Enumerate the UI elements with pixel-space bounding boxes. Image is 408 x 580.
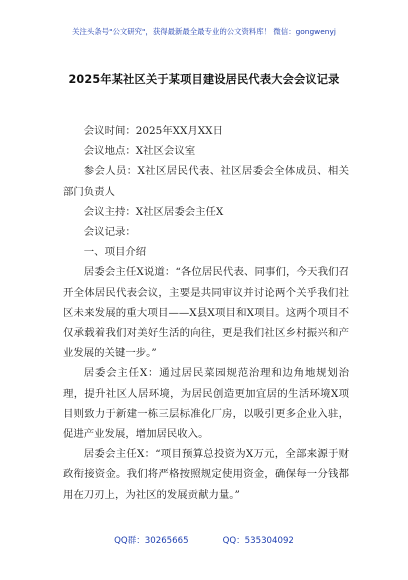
body-paragraph: 居委会主任X：“项目预算总投资为X万元，全部来源于财政衔接资金。我们将严格按照规定使用资金，确保每一分钱都用在刀刃上，为社区的发展贡献力量。”: [63, 448, 349, 501]
document-title: 2025年某社区关于某项目建设居民代表大会会议记录: [68, 73, 340, 86]
body-paragraph: 居委会主任X：通过居民菜园规范治理和边角地规划治理，提升社区人居环境，为居民创造更加宜居的生活环境X项目则致力于新建一栋三层标准化厂房，以吸引更多企业入驻，促进产业发展，增加居民收入。: [63, 367, 349, 441]
minutes-label: 会议记录：: [83, 226, 136, 239]
body-paragraph: 居委会主任X说道：“各位居民代表、同事们，今天我们召开全体居民代表会议，主要是共同审议并讨论两个关乎我们社区未来发展的重大项目——X县X项目和X项目。这两个项目不仅承载着我们对美好生活的向往，更是我们社区乡村振兴和产业发展的关键一步。”: [63, 266, 349, 360]
header-promo-note: 关注头条号"公文研究"，获得最新最全最专业的公文资料库！ 微信：gongwenyj: [72, 27, 336, 36]
footer-qq-group: QQ群：30265665: [114, 536, 189, 546]
document-body: [63, 121, 349, 505]
footer-contact: [0, 534, 408, 546]
footer-qq-number: QQ：535304092: [222, 536, 294, 546]
host-line: 会议主持：X社区居委会主任X: [83, 205, 224, 218]
meeting-location-line: 会议地点：X社区会议室: [83, 145, 196, 158]
meeting-time-line: 会议时间：2025年XX月XX日: [83, 125, 223, 137]
section-heading-project-intro: 一、项目介绍: [83, 246, 147, 259]
attendees-line: 参会人员：X社区居民代表、社区居委会全体成员、相关部门负责人: [63, 165, 349, 198]
